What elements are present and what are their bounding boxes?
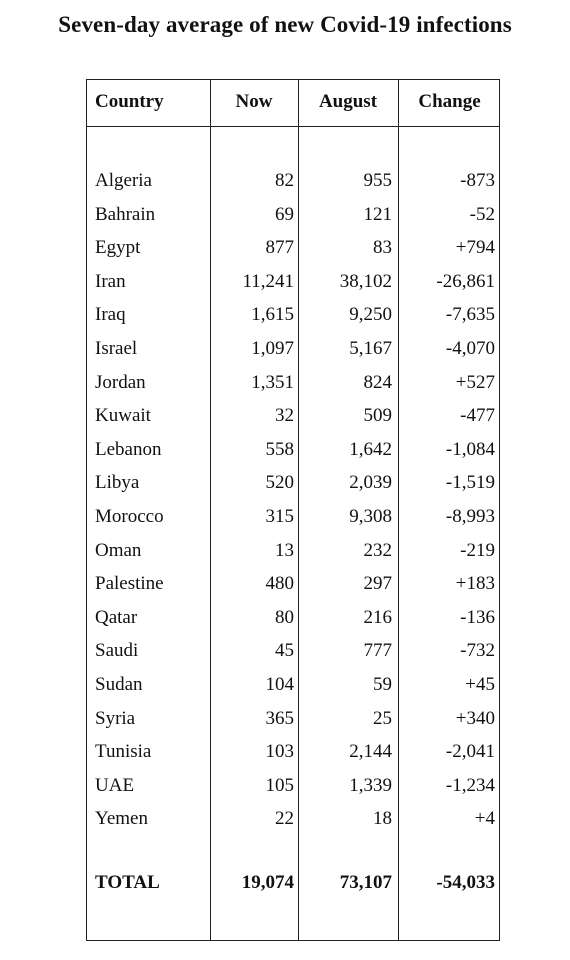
cell-august: 38,102 <box>339 270 392 292</box>
cell-change: -7,635 <box>445 304 495 326</box>
cell-august: 297 <box>363 573 392 595</box>
table-row <box>87 372 501 406</box>
cell-change: -219 <box>460 539 495 561</box>
cell-change: -8,993 <box>445 506 495 527</box>
total-change: -54,033 <box>436 872 495 893</box>
page-title: Seven-day average of new Covid-19 infections <box>58 12 512 37</box>
cell-now: 558 <box>265 438 294 460</box>
table-row <box>87 472 501 506</box>
cell-change: -1,519 <box>445 472 495 494</box>
cell-august: 232 <box>363 539 392 561</box>
cell-country: Sudan <box>95 674 143 695</box>
total-now: 19,074 <box>241 872 294 893</box>
table-row <box>87 808 501 842</box>
cell-august: 9,250 <box>349 304 392 326</box>
header-divider <box>87 126 499 127</box>
cell-now: 32 <box>275 405 294 427</box>
cell-now: 1,615 <box>251 304 294 326</box>
cell-country: Jordan <box>95 371 146 393</box>
cell-now: 105 <box>265 774 294 796</box>
cell-change: -26,861 <box>436 270 495 292</box>
cell-august: 509 <box>363 405 392 427</box>
table-row <box>87 405 501 439</box>
cell-august: 83 <box>373 237 392 259</box>
table-row <box>87 304 501 338</box>
cell-country: Syria <box>95 707 136 729</box>
cell-country: Kuwait <box>95 405 151 427</box>
table-row <box>87 674 501 708</box>
cell-august: 777 <box>363 640 392 662</box>
cell-change: -52 <box>469 203 495 225</box>
cell-country: Iraq <box>95 304 126 326</box>
table-row <box>87 640 501 674</box>
table-row <box>87 540 501 574</box>
cell-now: 365 <box>265 707 294 729</box>
cell-now: 480 <box>265 573 294 595</box>
cell-now: 315 <box>265 506 294 527</box>
table-row <box>87 204 501 238</box>
cell-august: 2,039 <box>349 472 392 494</box>
cell-country: Palestine <box>95 573 164 595</box>
cell-change: -732 <box>460 640 495 662</box>
header-change: Change <box>418 91 481 112</box>
cell-country: Egypt <box>95 237 141 259</box>
header-country: Country <box>95 91 164 112</box>
cell-august: 5,167 <box>349 338 392 359</box>
header-now: Now <box>235 91 273 112</box>
cell-august: 2,144 <box>349 741 392 763</box>
cell-country: Saudi <box>95 640 139 662</box>
cell-country: Lebanon <box>95 438 162 460</box>
cell-now: 520 <box>265 472 294 494</box>
table-row <box>87 439 501 473</box>
total-august: 73,107 <box>339 872 392 893</box>
cell-change: -1,234 <box>445 774 495 796</box>
cell-now: 13 <box>275 539 294 561</box>
cell-country: Iran <box>95 270 126 292</box>
cell-now: 45 <box>275 640 294 662</box>
cell-now: 82 <box>275 170 294 191</box>
table-row <box>87 607 501 641</box>
cell-august: 216 <box>363 606 392 628</box>
cell-country: Israel <box>95 338 138 359</box>
cell-change: -136 <box>460 606 495 628</box>
table-row <box>87 741 501 775</box>
cell-change: -1,084 <box>445 438 495 460</box>
cell-august: 1,642 <box>349 438 392 460</box>
cell-august: 59 <box>373 674 392 695</box>
cell-august: 955 <box>363 170 392 191</box>
cell-change: +183 <box>455 573 495 595</box>
table-row <box>87 237 501 271</box>
cell-now: 104 <box>265 674 294 695</box>
table-row <box>87 271 501 305</box>
cell-country: Algeria <box>95 170 152 191</box>
cell-august: 824 <box>363 371 392 393</box>
cell-change: +45 <box>465 674 495 695</box>
cell-august: 9,308 <box>349 506 392 527</box>
table-row <box>87 708 501 742</box>
cell-country: Qatar <box>95 606 138 628</box>
cell-change: +4 <box>474 808 495 830</box>
cell-now: 22 <box>275 808 294 830</box>
table-row <box>87 573 501 607</box>
cell-change: +527 <box>455 371 495 393</box>
cell-now: 103 <box>265 741 294 763</box>
table-row <box>87 506 501 540</box>
cell-now: 1,351 <box>251 371 294 393</box>
cell-country: Morocco <box>95 506 164 527</box>
cell-now: 80 <box>275 606 294 628</box>
cell-country: Bahrain <box>95 203 156 225</box>
cell-now: 877 <box>265 237 294 259</box>
cell-country: UAE <box>95 774 135 796</box>
cell-august: 1,339 <box>349 774 392 796</box>
cell-august: 121 <box>363 203 392 225</box>
cell-change: -873 <box>460 170 495 191</box>
cell-change: -477 <box>460 405 495 427</box>
cell-now: 69 <box>275 203 294 225</box>
cell-now: 1,097 <box>251 338 294 359</box>
cell-change: +340 <box>455 707 495 729</box>
cell-country: Yemen <box>95 808 148 830</box>
cell-country: Libya <box>95 472 140 494</box>
cell-now: 11,241 <box>242 270 294 292</box>
table-row <box>87 775 501 809</box>
cell-country: Oman <box>95 539 142 561</box>
cell-august: 25 <box>373 707 392 729</box>
cell-august: 18 <box>373 808 392 830</box>
cell-change: -2,041 <box>445 741 495 763</box>
cell-change: +794 <box>455 237 495 259</box>
cell-country: Tunisia <box>95 741 152 763</box>
infections-table <box>86 79 500 941</box>
header-august: August <box>318 91 378 112</box>
table-row <box>87 338 501 372</box>
cell-change: -4,070 <box>445 338 495 359</box>
total-row <box>87 872 501 906</box>
table-row <box>87 170 501 204</box>
total-label: TOTAL <box>95 872 160 893</box>
